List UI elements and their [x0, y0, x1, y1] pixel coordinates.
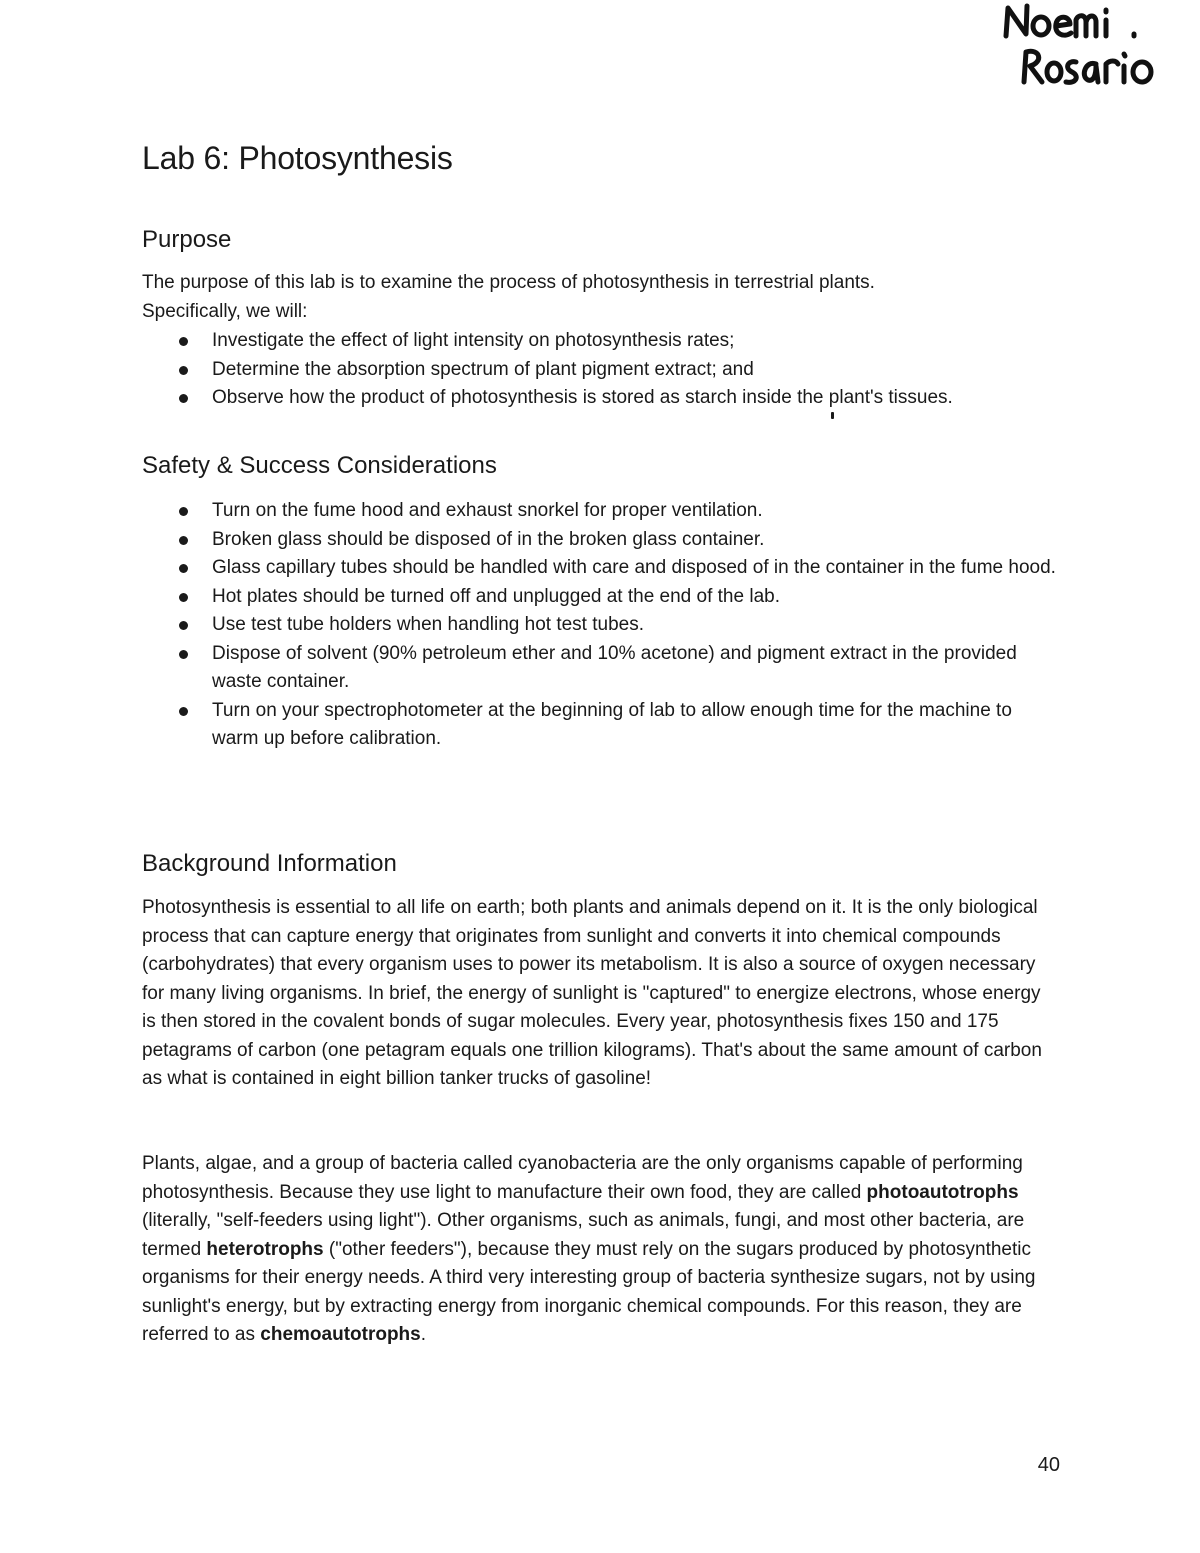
term-chemoautotrophs: chemoautotrophs [260, 1324, 421, 1345]
list-item: Use test tube holders when handling hot test tubes. [142, 611, 1062, 640]
bullet-icon [179, 621, 188, 630]
purpose-list [142, 327, 1062, 413]
page-number: 40 [1037, 1454, 1060, 1476]
safety-heading: Safety & Success Considerations [142, 452, 497, 479]
list-item: Glass capillary tubes should be handled with care and disposed of in the container in the fume hood. [142, 554, 1062, 583]
stray-pen-mark [831, 412, 834, 419]
purpose-heading: Purpose [142, 226, 232, 253]
purpose-intro-line2: Specifically, we will: [142, 300, 308, 322]
background-heading: Background Information [142, 850, 397, 877]
handwritten-signature [996, 0, 1168, 92]
page-title: Lab 6: Photosynthesis [142, 140, 453, 176]
list-item: Turn on your spectrophotometer at the beginning of lab to allow enough time for the machine to warm up before calibration. [142, 697, 1062, 754]
purpose-intro [142, 269, 1057, 326]
list-item: Dispose of solvent (90% petroleum ether and 10% acetone) and pigment extract in the provided waste container. [142, 640, 1062, 697]
bullet-icon [179, 507, 188, 516]
bullet-icon [179, 394, 188, 403]
bullet-icon [179, 564, 188, 573]
bullet-icon [179, 366, 188, 375]
bullet-icon [179, 337, 188, 346]
background-paragraph-2: Plants, algae, and a group of bacteria called cyanobacteria are the only organisms capable of performing photosynthesis. Because they use light to manufacture their own food, they are called photoautotrophs (literally, "self-feeders using light"). Other organisms, such as animals, fungi, and most other bacteria, are termed heterotrophs ("other feeders"), because they must rely on the sugars produced by photosynthetic organisms for their energy needs. A third very interesting group of bacteria synthesize sugars, not by using sunlight's energy, but by extracting energy from inorganic chemical compounds. For this reason, they are referred to as chemoautotrophs. [142, 1153, 1036, 1345]
list-item: Determine the absorption spectrum of plant pigment extract; and [142, 356, 1062, 385]
bullet-icon [179, 707, 188, 716]
bullet-icon [179, 593, 188, 602]
bullet-icon [179, 650, 188, 659]
safety-list [142, 497, 1062, 754]
bullet-icon [179, 536, 188, 545]
list-item: Investigate the effect of light intensity on photosynthesis rates; [142, 327, 1062, 356]
list-item: Broken glass should be disposed of in the broken glass container. [142, 526, 1062, 555]
term-photoautotrophs: photoautotrophs [866, 1181, 1019, 1203]
list-item: Turn on the fume hood and exhaust snorkel for proper ventilation. [142, 497, 1062, 526]
term-heterotrophs: heterotrophs [206, 1238, 324, 1260]
purpose-intro-line1: The purpose of this lab is to examine the process of photosynthesis in terrestrial plants. [142, 272, 875, 293]
list-item: Observe how the product of photosynthesis is stored as starch inside the plant's tissues. [142, 384, 1062, 413]
list-item: Hot plates should be turned off and unplugged at the end of the lab. [142, 583, 1062, 612]
background-paragraph-1: Photosynthesis is essential to all life on earth; both plants and animals depend on it. It is the only biological process that can capture energy that originates from sunlight and converts it into chemical compounds (carbohydrates) that every organism uses to power its metabolism. It is also a source of oxygen necessary for many living organisms. In brief, the energy of sunlight is "captured" to energize electrons, whose energy is then stored in the covalent bonds of sugar molecules. Every year, photosynthesis fixes 150 and 175 petagrams of carbon (one petagram equals one trillion kilograms). That's about the same amount of carbon as what is contained in eight billion tanker trucks of gasoline! [142, 897, 1042, 1089]
